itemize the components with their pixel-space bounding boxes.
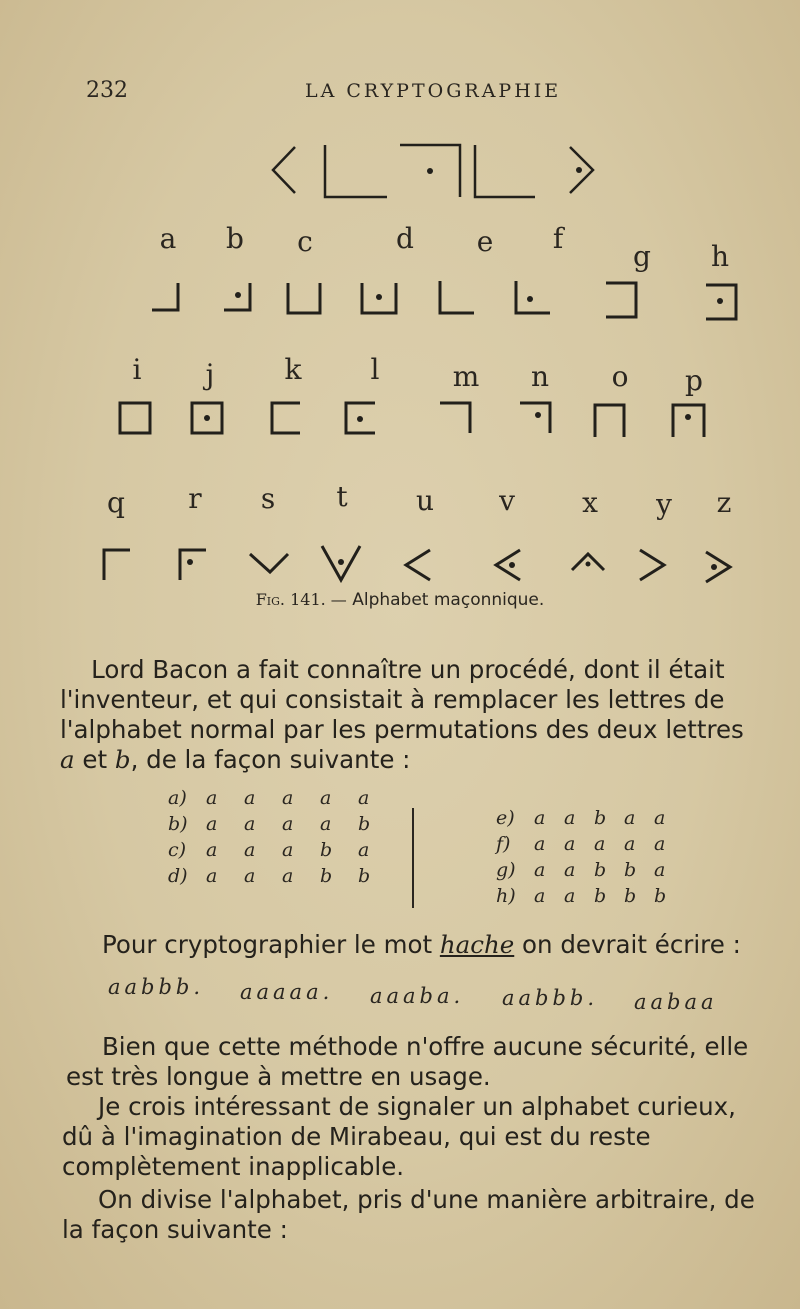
perm-letter: a <box>244 865 256 887</box>
perm-label: c) <box>168 839 187 861</box>
perm-letter: a <box>282 787 294 809</box>
perm-letter: a <box>358 839 370 861</box>
paragraph-hache-text: Pour cryptographier le mot <box>102 930 440 959</box>
perm-letter: b <box>358 813 371 835</box>
letter-b-inline: b <box>114 745 131 774</box>
perm-label: e) <box>496 807 515 829</box>
perm-letter: a <box>244 813 256 835</box>
perm-label: b) <box>168 813 188 835</box>
perm-letter: a <box>534 807 546 829</box>
pigpen-key-diagram <box>265 135 605 215</box>
word-hache: hache <box>439 930 515 959</box>
letter-e: e <box>476 225 494 258</box>
perm-label: f) <box>496 833 511 855</box>
perm-label: a) <box>168 787 187 809</box>
letter-m: m <box>452 360 480 393</box>
perm-letter: a <box>358 787 370 809</box>
paragraph-bacon-end: , de la façon suivante : <box>130 745 411 774</box>
perm-letter: a <box>624 833 636 855</box>
permutation-row <box>496 883 684 909</box>
permutation-row <box>496 805 684 831</box>
permutation-row <box>168 811 396 837</box>
paragraph-mirabeau: Je crois intéressant de signaler un alphabet curieux, dû à l'imagination de Mirabeau, qui est du reste complètement inapplicable. <box>62 1092 736 1181</box>
permutation-row <box>168 863 396 889</box>
permutation-row <box>496 831 684 857</box>
letter-o: o <box>611 360 629 393</box>
permutations-right <box>496 805 684 909</box>
perm-letter: a <box>564 833 576 855</box>
letter-x: x <box>582 486 598 519</box>
perm-letter: b <box>594 885 607 907</box>
letter-j: j <box>205 358 215 391</box>
letter-v: v <box>499 484 515 517</box>
letter-k: k <box>284 353 302 386</box>
permutation-row <box>496 857 684 883</box>
letter-q: q <box>107 486 125 519</box>
caption-title: Alphabet maçonnique. <box>352 590 545 610</box>
perm-letter: a <box>282 839 294 861</box>
paragraph-securite: Bien que cette méthode n'offre aucune sécurité, elle est très longue à mettre en usage. <box>66 1032 749 1091</box>
perm-letter: a <box>564 859 576 881</box>
perm-letter: a <box>244 787 256 809</box>
perm-label: d) <box>168 865 188 887</box>
permutation-row <box>168 785 396 811</box>
table-divider <box>412 808 414 908</box>
perm-letter: a <box>564 807 576 829</box>
perm-letter: a <box>320 813 332 835</box>
letter-u: u <box>415 484 435 517</box>
letter-l: l <box>370 353 380 386</box>
letter-f: f <box>552 222 564 255</box>
perm-letter: b <box>320 839 333 861</box>
letter-n: n <box>530 360 550 393</box>
encoded-group: aaaba. <box>370 984 465 1008</box>
perm-letter: b <box>624 885 637 907</box>
paragraph-hache-end: on devrait écrire : <box>514 930 741 959</box>
encoded-group: aabaa <box>634 990 718 1014</box>
perm-label: g) <box>496 859 516 881</box>
letter-p: p <box>685 364 703 397</box>
perm-letter: a <box>654 833 666 855</box>
perm-letter: a <box>206 787 218 809</box>
letter-b: b <box>226 222 244 255</box>
paragraph-bacon <box>60 655 760 775</box>
letter-i: i <box>132 353 142 386</box>
perm-letter: a <box>594 833 606 855</box>
letter-z: z <box>716 486 732 519</box>
pigpen-glyphs-row2 <box>110 395 730 455</box>
encoded-group: aabbb. <box>502 986 599 1010</box>
letter-t: t <box>336 480 348 513</box>
paragraph-division: On divise l'alphabet, pris d'une manière arbitraire, de la façon suivante : <box>62 1185 755 1244</box>
page-header <box>0 70 800 110</box>
perm-letter: a <box>534 833 546 855</box>
letter-h: h <box>710 240 730 273</box>
letter-y: y <box>656 488 672 521</box>
running-title: LA CRYPTOGRAPHIE <box>305 80 562 102</box>
letter-a: a <box>159 222 177 255</box>
perm-letter: a <box>654 859 666 881</box>
perm-letter: b <box>594 859 607 881</box>
perm-letter: b <box>594 807 607 829</box>
page-number: 232 <box>86 78 128 103</box>
perm-letter: a <box>534 859 546 881</box>
conjunction: et <box>74 745 115 774</box>
perm-letter: b <box>654 885 667 907</box>
permutations-left <box>168 785 396 889</box>
encoded-group: aabbb. <box>108 975 205 999</box>
perm-letter: a <box>206 865 218 887</box>
letter-g: g <box>633 240 651 273</box>
letter-s: s <box>260 482 276 515</box>
figure-caption <box>0 590 800 610</box>
perm-letter: a <box>654 807 666 829</box>
perm-letter: a <box>206 839 218 861</box>
perm-letter: b <box>320 865 333 887</box>
perm-letter: a <box>282 813 294 835</box>
letter-d: d <box>396 222 414 255</box>
letter-c: c <box>297 225 313 258</box>
caption-prefix: Fig. 141. — <box>255 590 347 609</box>
perm-letter: a <box>282 865 294 887</box>
perm-label: h) <box>496 885 516 907</box>
letter-r: r <box>188 482 202 515</box>
perm-letter: a <box>564 885 576 907</box>
letter-a-inline: a <box>60 745 75 774</box>
perm-letter: a <box>206 813 218 835</box>
pigpen-glyphs-row1 <box>140 275 750 335</box>
perm-letter: a <box>244 839 256 861</box>
paragraph-hache <box>102 930 762 960</box>
perm-letter: a <box>534 885 546 907</box>
paragraph-bacon-text: Lord Bacon a fait connaître un procédé, dont il était l'inventeur, et qui consistait à remplacer les lettres de l'alphabet normal par les permutations des deux lettres <box>60 655 744 744</box>
perm-letter: b <box>624 859 637 881</box>
perm-letter: a <box>624 807 636 829</box>
encoded-group: aaaaa. <box>240 980 334 1004</box>
permutation-row <box>168 837 396 863</box>
perm-letter: b <box>358 865 371 887</box>
perm-letter: a <box>320 787 332 809</box>
